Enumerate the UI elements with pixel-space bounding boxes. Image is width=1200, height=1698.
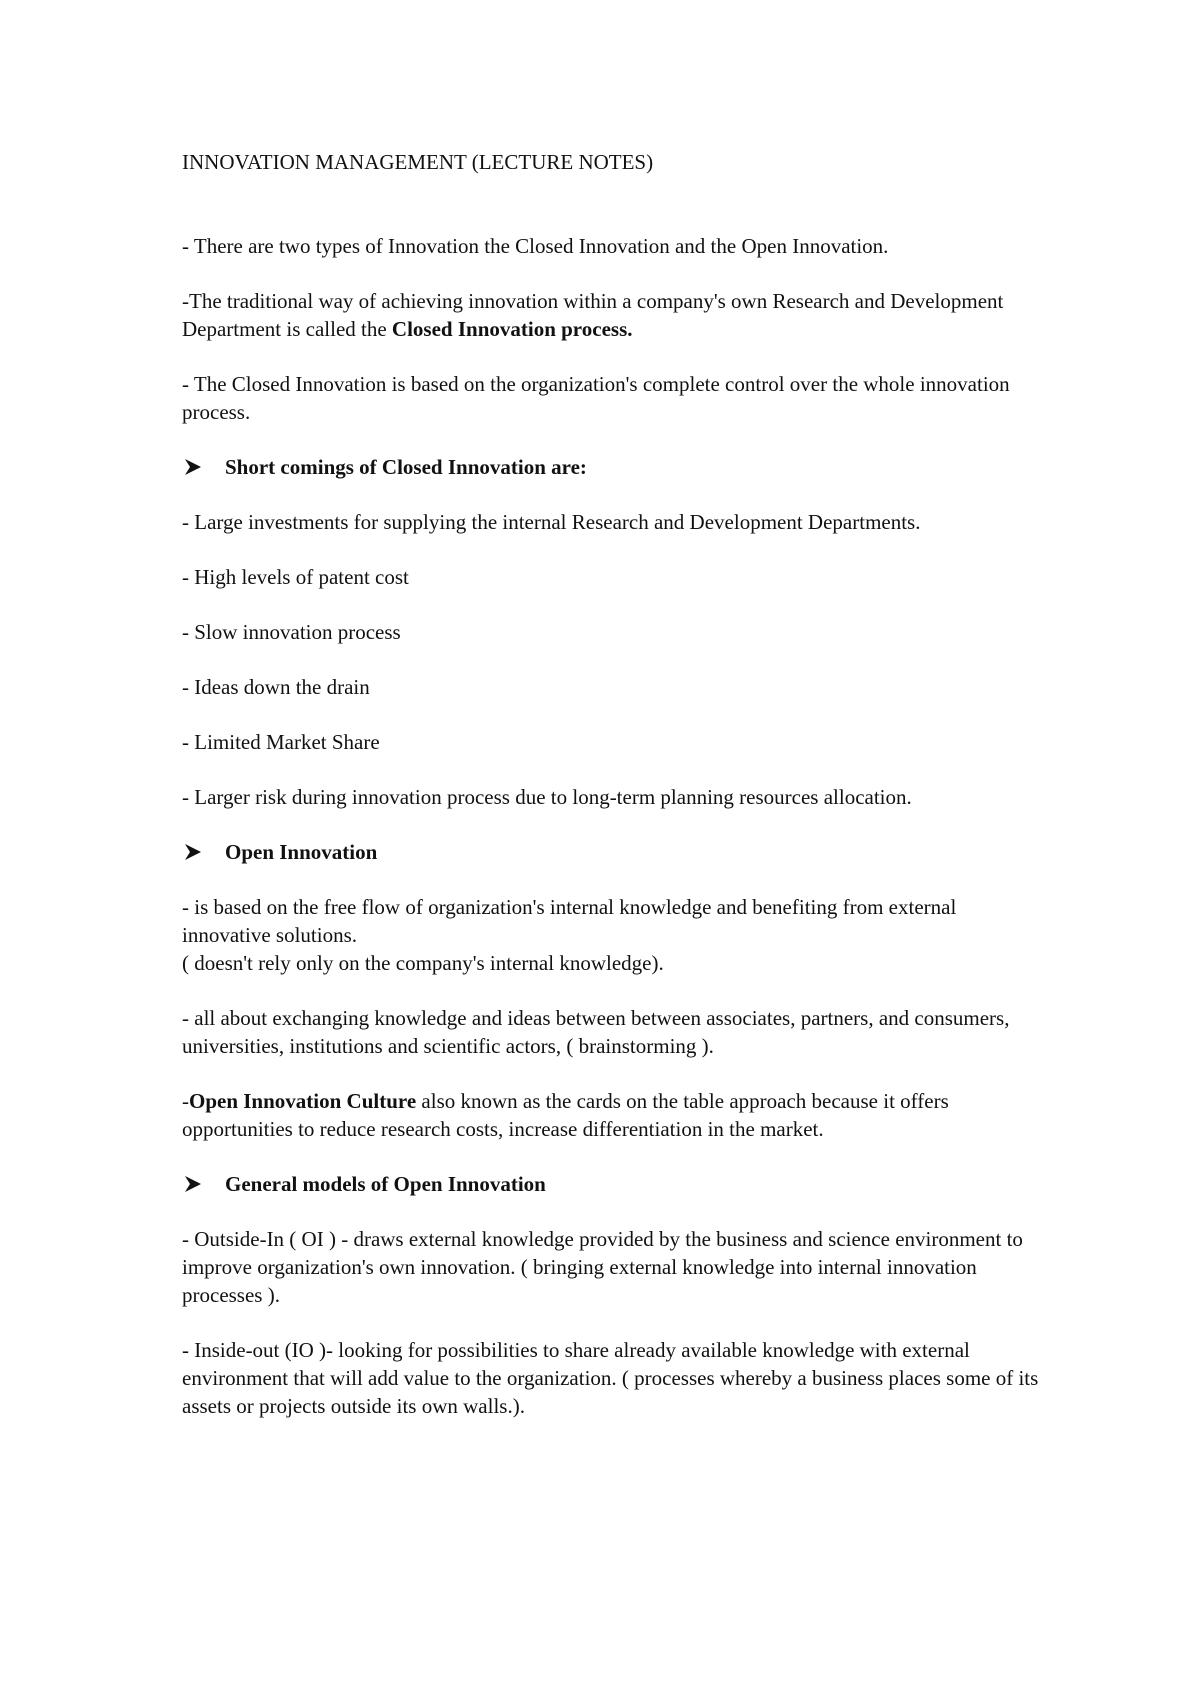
- closed-definition-bold: Closed Innovation process.: [391, 317, 633, 341]
- document-page: [182, 148, 1042, 1447]
- page-title: INNOVATION MANAGEMENT (LECTURE NOTES): [182, 150, 654, 174]
- shortcomings-heading: [182, 453, 1042, 481]
- open-innovation-line: ( doesn't rely only on the company's internal knowledge).: [182, 951, 664, 975]
- general-models-heading-text: General models of Open Innovation: [225, 1172, 546, 1196]
- closed-innovation-control: - The Closed Innovation is based on the organization's complete control over the whole innovation process.: [182, 372, 1010, 424]
- arrowhead-bullet-icon: [184, 1175, 202, 1193]
- culture-text: also known as the cards on the table approach because it offers opportunities to reduce research costs, increase differentiation in the market.: [182, 1089, 949, 1141]
- shortcoming-item: - Slow innovation process: [182, 620, 401, 644]
- arrowhead-bullet-icon: [184, 458, 202, 476]
- inside-out-model: - Inside-out (IO )- looking for possibilities to share already available knowledge with external environment that will add value to the organization. ( processes whereby a business places some of its assets or projects outside its own walls.).: [182, 1338, 1039, 1418]
- outside-in-model: - Outside-In ( OI ) - draws external knowledge provided by the business and science environment to improve organization's own innovation. ( bringing external knowledge into internal innovation processes ).: [182, 1227, 1023, 1307]
- closed-definition-text: -The traditional way of achieving innovation within a company's own Research and Development Department is called the: [182, 289, 1004, 341]
- open-innovation-heading-text: Open Innovation: [225, 840, 378, 864]
- shortcoming-item: - Ideas down the drain: [182, 675, 370, 699]
- shortcomings-heading-text: Short comings of Closed Innovation are:: [225, 455, 587, 479]
- open-innovation-paragraph: [182, 893, 1042, 977]
- open-innovation-heading: [182, 838, 1042, 866]
- shortcoming-item: - Limited Market Share: [182, 730, 380, 754]
- shortcoming-item: - Large investments for supplying the internal Research and Development Departments.: [182, 510, 921, 534]
- shortcoming-item: - High levels of patent cost: [182, 565, 409, 589]
- open-innovation-culture: [182, 1087, 1042, 1143]
- closed-innovation-definition: [182, 287, 1042, 343]
- open-innovation-line: - is based on the free flow of organization's internal knowledge and benefiting from external innovative solutions.: [182, 895, 957, 947]
- arrowhead-bullet-icon: [184, 843, 202, 861]
- culture-bold: Open Innovation Culture: [189, 1089, 417, 1113]
- open-innovation-exchange: - all about exchanging knowledge and ideas between between associates, partners, and consumers, universities, institutions and scientific actors, ( brainstorming ).: [182, 1006, 1010, 1058]
- shortcoming-item: - Larger risk during innovation process due to long-term planning resources allocation.: [182, 785, 912, 809]
- intro-paragraph: - There are two types of Innovation the Closed Innovation and the Open Innovation.: [182, 234, 889, 258]
- culture-dash: -: [182, 1089, 189, 1113]
- general-models-heading: [182, 1170, 1042, 1198]
